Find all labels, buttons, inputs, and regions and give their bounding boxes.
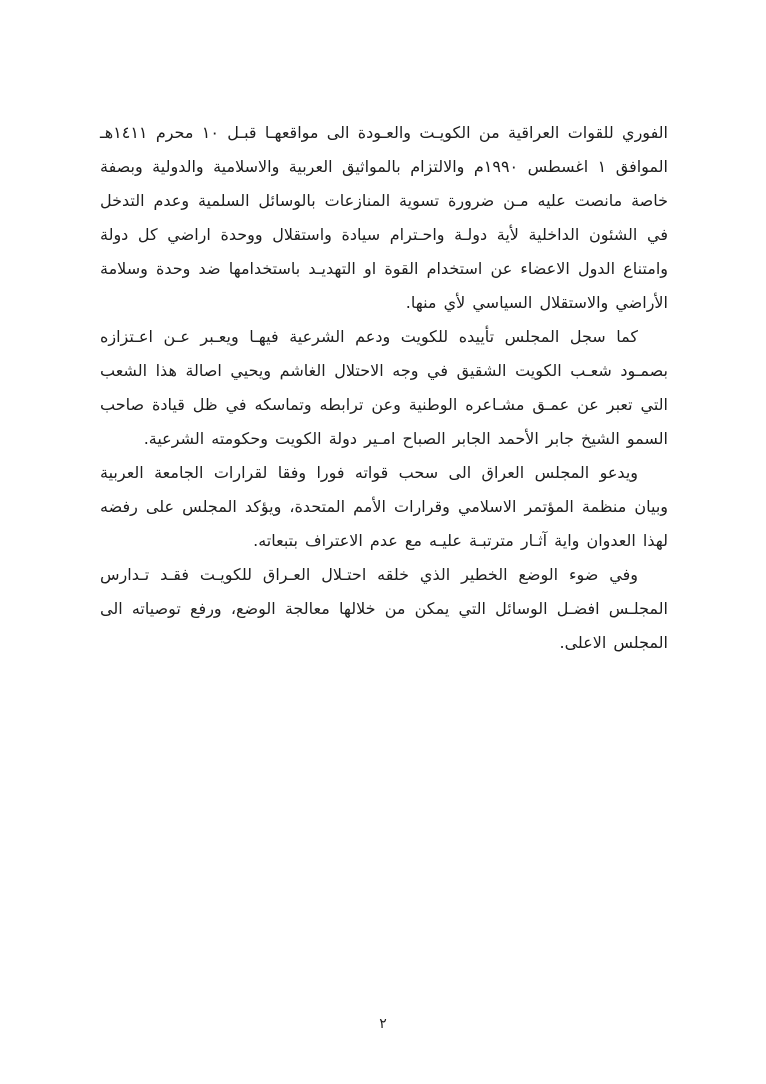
page-number: ٢ [379,1016,387,1032]
paragraph-support-kuwait: كما سجل المجلس تأييده للكويت ودعم الشرعية فيهـا ويعـبر عـن اعـتزازه بصمـود شعـب الكويت الشقيق في وجه الاحتلال الغاشم ويحيي اصالة هذا الشعب التي تعبر عن عمـق مشـاعره الوطنية وعن ترابطه وتماسكه في ظل قيادة صاحب السمو الشيخ جابر الأحمد الجابر الصباح امـير دولة الكويت وحكومته الشرعية. [100,327,668,448]
paragraph-council-recommendations: وفي ضوء الوضع الخطير الذي خلقه احتـلال العـراق للكويـت فقـد تـدارس المجلـس افضـل الوسائل التي يمكن من خلالها معالجة الوضع، ورفع توصياته الى المجلس الاعلى. [100,565,668,652]
paragraph-call-withdrawal: ويدعو المجلس العراق الى سحب قواته فورا وفقا لقرارات الجامعة العربية وبيان منظمة المؤتمر الاسلامي وقرارات الأمم المتحدة، ويؤكد المجلس على رفضه لهذا العدوان واية آثـار مترتبـة عليـه مع عدم الاعتراف بتبعاته. [100,463,668,550]
document-text-block [100,116,668,660]
paragraph-continuation: الفوري للقوات العراقية من الكويـت والعـودة الى مواقعهـا قبـل ١٠ محرم ١٤١١هـ الموافق ١ اغسطس ١٩٩٠م والالتزام بالمواثيق العربية والاسلامية والدولية وبصفة خاصة مانصت عليه مـن ضرورة تسوية المنازعات بالوسائل السلمية وعدم التدخل في الشئون الداخلية لأية دولـة واحـترام سيادة واستقلال ووحدة اراضي كل دولة وامتناع الدول الاعضاء عن استخدام القوة او التهديـد باستخدامها ضد وحدة وسلامة الأراضي والاستقلال السياسي لأي منها. [100,123,668,312]
